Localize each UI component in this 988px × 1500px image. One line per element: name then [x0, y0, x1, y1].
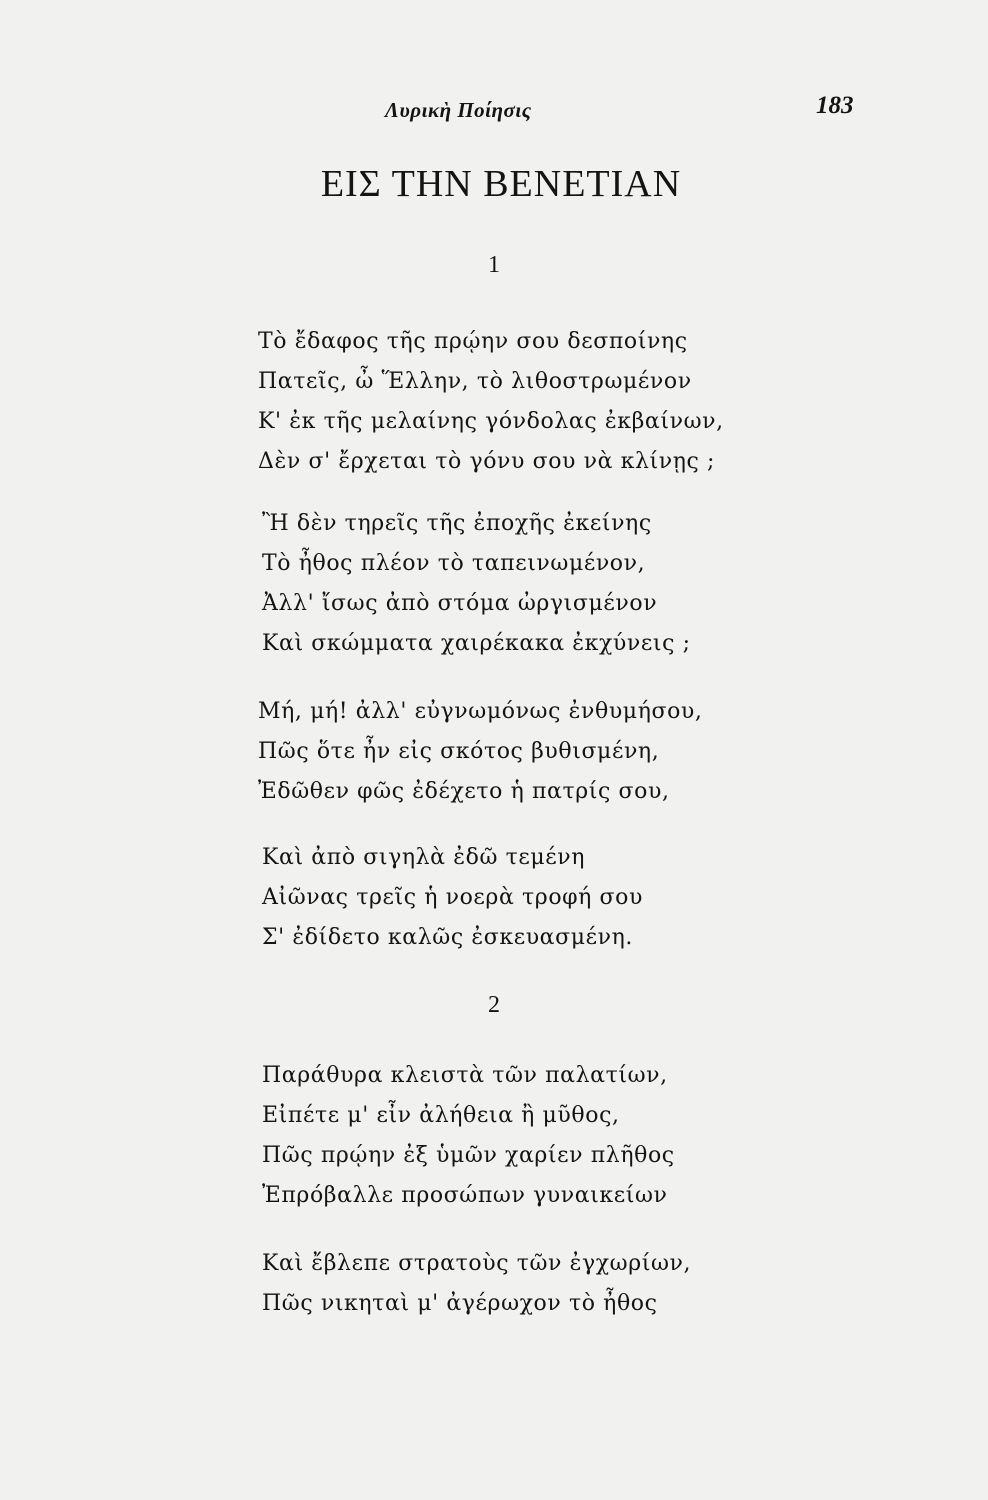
section-number: 1 [488, 252, 500, 278]
stanza [262, 504, 902, 664]
stanza [262, 838, 902, 958]
stanza [258, 692, 898, 812]
stanza [262, 1244, 902, 1324]
verse-line: Πῶς ὅτε ἦν εἰς σκότος βυθισμένη, [258, 739, 660, 764]
stanza [262, 1056, 902, 1216]
verse-line: Ἀλλ' ἴσως ἀπὸ στόμα ὠργισμένον [262, 591, 658, 616]
verse-line: Καὶ σκώμματα χαιρέκακα ἐκχύνεις ; [262, 631, 691, 656]
poem-title: ΕΙΣ ΤΗΝ ΒΕΝΕΤΙΑΝ [320, 163, 682, 205]
verse-line: Καὶ ἔβλεπε στρατοὺς τῶν ἐγχωρίων, [262, 1251, 692, 1276]
verse-line: Ἢ δὲν τηρεῖς τῆς ἐποχῆς ἐκείνης [262, 511, 652, 536]
verse-line: Κ' ἐκ τῆς μελαίνης γόνδολας ἐκβαίνων, [258, 409, 724, 434]
verse-line: Πῶς πρῴην ἐξ ὑμῶν χαρίεν πλῆθος [262, 1143, 675, 1168]
verse-line: Μή, μή! ἀλλ' εὐγνωμόνως ἐνθυμήσου, [258, 699, 703, 724]
verse-line: Πατεῖς, ὦ Ἕλλην, τὸ λιθοστρωμένον [258, 369, 692, 394]
verse-line: Αἰῶνας τρεῖς ἡ νοερὰ τροφή σου [262, 885, 643, 910]
verse-line: Ἐδῶθεν φῶς ἐδέχετο ἡ πατρίς σου, [258, 779, 670, 804]
verse-line: Σ' ἐδίδετο καλῶς ἐσκευασμένη. [262, 925, 633, 950]
verse-line: Τὸ ἦθος πλέον τὸ ταπεινωμένον, [262, 551, 646, 576]
verse-line: Τὸ ἔδαφος τῆς πρῴην σου δεσποίνης [258, 329, 688, 354]
verse-line: Πῶς νικηταὶ μ' ἀγέρωχον τὸ ἦθος [262, 1291, 658, 1316]
verse-line: Εἰπέτε μ' εἶν ἀλήθεια ἢ μῦθος, [262, 1103, 620, 1128]
page-number: 183 [816, 92, 854, 119]
verse-line: Δὲν σ' ἔρχεται τὸ γόνυ σου νὰ κλίνῃς ; [258, 449, 716, 474]
verse-line: Ἐπρόβαλλε προσώπων γυναικείων [262, 1183, 668, 1208]
verse-line: Καὶ ἀπὸ σιγηλὰ ἐδῶ τεμένη [262, 845, 586, 870]
stanza [258, 322, 898, 482]
verse-line: Παράθυρα κλειστὰ τῶν παλατίων, [262, 1063, 668, 1088]
section-number: 2 [488, 992, 500, 1018]
running-head: Λυρικὴ Ποίησις [385, 98, 532, 122]
